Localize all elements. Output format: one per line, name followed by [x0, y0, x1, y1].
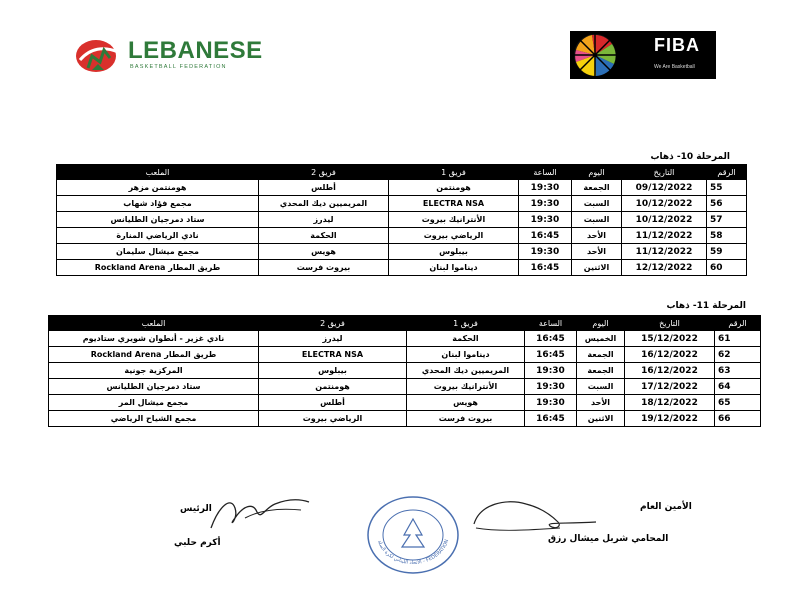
date-cell: 11/12/2022	[622, 244, 707, 260]
time-cell: 16:45	[525, 347, 577, 363]
time-cell: 19:30	[519, 244, 572, 260]
number-cell: 56	[707, 196, 747, 212]
day-cell: السبت	[572, 196, 622, 212]
president-signature	[205, 488, 315, 536]
time-cell: 16:45	[525, 331, 577, 347]
number-cell: 63	[715, 363, 761, 379]
table-row	[49, 363, 761, 379]
day-cell: الخميس	[577, 331, 625, 347]
col-team2: فريق 2	[259, 316, 407, 331]
day-cell: الاثنين	[577, 411, 625, 427]
time-cell: 16:45	[525, 411, 577, 427]
team1-cell: المريميين ديك المحدي	[407, 363, 525, 379]
date-cell: 10/12/2022	[622, 196, 707, 212]
time-cell: 19:30	[519, 212, 572, 228]
number-cell: 64	[715, 379, 761, 395]
team1-cell: هومنتمن	[389, 180, 519, 196]
table-row	[49, 331, 761, 347]
table-row	[49, 395, 761, 411]
team1-cell: ديناموا لبنان	[407, 347, 525, 363]
lbf-subtitle: BASKETBALL FEDERATION	[130, 64, 227, 70]
number-cell: 55	[707, 180, 747, 196]
venue-cell: المركزية جونية	[49, 363, 259, 379]
col-date: التاريخ	[622, 165, 707, 180]
venue-cell: Rockland Arena طريق المطار	[49, 347, 259, 363]
table-row	[57, 180, 747, 196]
fiba-logo	[570, 31, 716, 79]
table-row	[57, 228, 747, 244]
president-title: الرئيس	[180, 504, 212, 514]
team1-cell: ELECTRA NSA	[389, 196, 519, 212]
president-name: أكرم حلبي	[174, 538, 221, 548]
number-cell: 60	[707, 260, 747, 276]
team1-cell: هويس	[407, 395, 525, 411]
venue-cell: Rockland Arena طريق المطار	[57, 260, 259, 276]
venue-cell: نادي الرياضي المنارة	[57, 228, 259, 244]
fiba-wordmark: FIBA	[654, 35, 700, 55]
col-venue: الملعب	[57, 165, 259, 180]
team2-cell: بيبلوس	[259, 363, 407, 379]
fiba-tagline: We Are Basketball	[654, 64, 695, 70]
team1-cell: الأنترانيك بيروت	[389, 212, 519, 228]
team1-cell: بيروت فرست	[407, 411, 525, 427]
stage11-title: المرحلة 11- ذهاب	[666, 301, 746, 311]
day-cell: الأحد	[577, 395, 625, 411]
number-cell: 59	[707, 244, 747, 260]
col-venue: الملعب	[49, 316, 259, 331]
date-cell: 19/12/2022	[625, 411, 715, 427]
number-cell: 62	[715, 347, 761, 363]
date-cell: 09/12/2022	[622, 180, 707, 196]
team2-cell: الحكمة	[259, 228, 389, 244]
stamp-text: الاتحاد اللبناني لكرة السلة - FEDERATION	[376, 538, 451, 567]
stage10-table	[56, 164, 747, 276]
number-cell: 57	[707, 212, 747, 228]
table-row	[57, 260, 747, 276]
col-team2: فريق 2	[259, 165, 389, 180]
table-header-row	[49, 316, 761, 331]
team1-cell: الحكمة	[407, 331, 525, 347]
number-cell: 58	[707, 228, 747, 244]
venue-cell: هومنتمن مزهر	[57, 180, 259, 196]
team2-cell: المريميين ديك المحدي	[259, 196, 389, 212]
col-time: الساعة	[525, 316, 577, 331]
date-cell: 11/12/2022	[622, 228, 707, 244]
col-team1: فريق 1	[407, 316, 525, 331]
col-time: الساعة	[519, 165, 572, 180]
team1-cell: بيبلوس	[389, 244, 519, 260]
time-cell: 19:30	[525, 379, 577, 395]
venue-cell: نادي غزير - أنطوان شويري ستاديوم	[49, 331, 259, 347]
number-cell: 65	[715, 395, 761, 411]
venue-cell: مجمع ميشال المر	[49, 395, 259, 411]
day-cell: السبت	[572, 212, 622, 228]
col-date: التاريخ	[625, 316, 715, 331]
venue-cell: مجمع ميشال سليمان	[57, 244, 259, 260]
day-cell: الجمعة	[572, 180, 622, 196]
col-number: الرقم	[707, 165, 747, 180]
team2-cell: بيروت فرست	[259, 260, 389, 276]
lebanese-basketball-federation-logo	[74, 36, 264, 76]
day-cell: الجمعة	[577, 363, 625, 379]
time-cell: 19:30	[525, 363, 577, 379]
team2-cell: الرياضي بيروت	[259, 411, 407, 427]
team2-cell: هومنتمن	[259, 379, 407, 395]
secretary-name: المحامي شربل ميشال رزق	[548, 534, 669, 544]
col-number: الرقم	[715, 316, 761, 331]
team2-cell: ليدرز	[259, 212, 389, 228]
venue-cell: مجمع فؤاد شهاب	[57, 196, 259, 212]
team1-cell: الرياضي بيروت	[389, 228, 519, 244]
federation-stamp	[364, 493, 462, 577]
date-cell: 17/12/2022	[625, 379, 715, 395]
lbf-name: LEBANESE	[128, 37, 263, 64]
date-cell: 15/12/2022	[625, 331, 715, 347]
venue-cell: ستاد دمرجيان الطليانس	[49, 379, 259, 395]
day-cell: الاثنين	[572, 260, 622, 276]
table-header-row	[57, 165, 747, 180]
team1-cell: الأنترانيك بيروت	[407, 379, 525, 395]
day-cell: الأحد	[572, 228, 622, 244]
col-day: اليوم	[577, 316, 625, 331]
time-cell: 19:30	[519, 180, 572, 196]
team1-cell: ديناموا لبنان	[389, 260, 519, 276]
col-team1: فريق 1	[389, 165, 519, 180]
team2-cell: هويس	[259, 244, 389, 260]
team2-cell: ليدرز	[259, 331, 407, 347]
time-cell: 19:30	[525, 395, 577, 411]
team2-cell: أطلس	[259, 180, 389, 196]
stage11-table	[48, 315, 761, 427]
number-cell: 66	[715, 411, 761, 427]
date-cell: 10/12/2022	[622, 212, 707, 228]
number-cell: 61	[715, 331, 761, 347]
date-cell: 16/12/2022	[625, 363, 715, 379]
time-cell: 16:45	[519, 228, 572, 244]
date-cell: 16/12/2022	[625, 347, 715, 363]
secretary-title: الأمين العام	[640, 502, 692, 512]
table-row	[57, 212, 747, 228]
team2-cell: أطلس	[259, 395, 407, 411]
day-cell: السبت	[577, 379, 625, 395]
col-day: اليوم	[572, 165, 622, 180]
table-row	[49, 347, 761, 363]
table-row	[49, 379, 761, 395]
date-cell: 12/12/2022	[622, 260, 707, 276]
time-cell: 19:30	[519, 196, 572, 212]
date-cell: 18/12/2022	[625, 395, 715, 411]
fiba-ball-icon	[572, 32, 618, 78]
time-cell: 16:45	[519, 260, 572, 276]
day-cell: الجمعة	[577, 347, 625, 363]
venue-cell: مجمع الشياح الرياضي	[49, 411, 259, 427]
lbf-ball-icon	[74, 38, 126, 74]
day-cell: الأحد	[572, 244, 622, 260]
table-row	[57, 196, 747, 212]
venue-cell: ستاد دمرجيان الطليانس	[57, 212, 259, 228]
team2-cell: ELECTRA NSA	[259, 347, 407, 363]
table-row	[49, 411, 761, 427]
stage10-title: المرحلة 10- ذهاب	[650, 152, 730, 162]
table-row	[57, 244, 747, 260]
